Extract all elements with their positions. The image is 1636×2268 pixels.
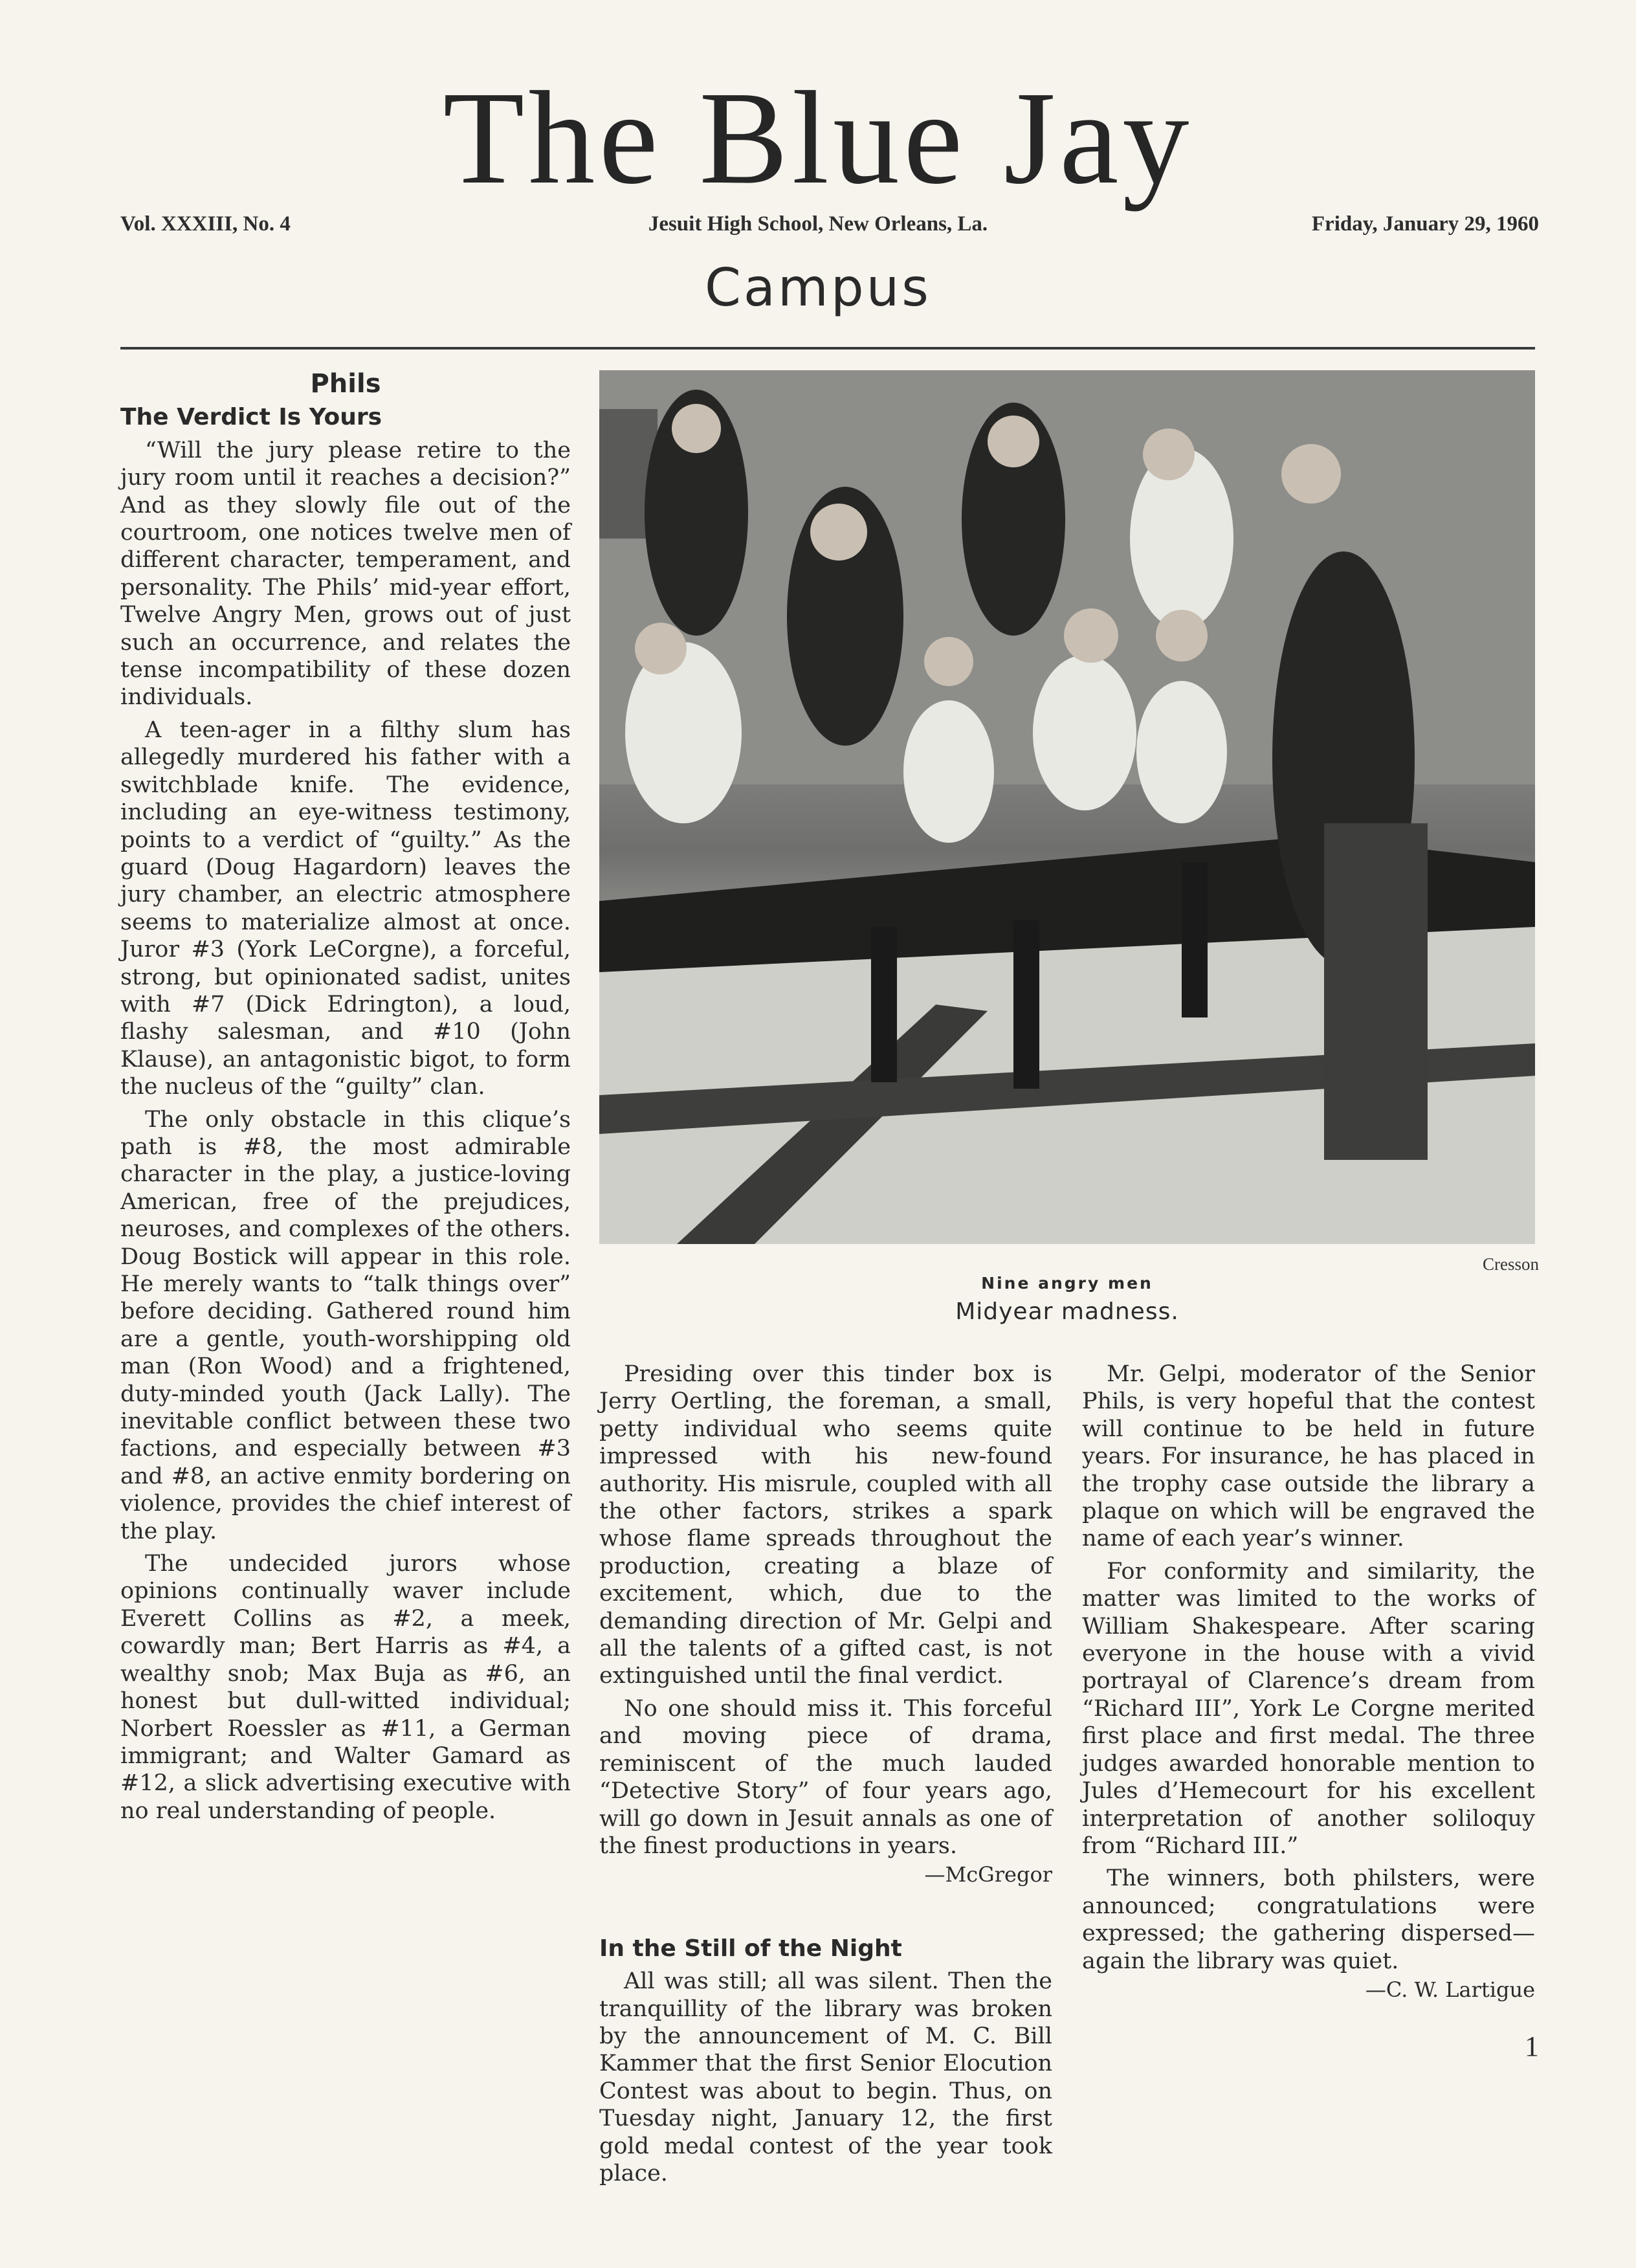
article-phils-column-1 xyxy=(120,370,571,1825)
article-paragraph: “Will the jury please retire to the jury room until it reaches a decision?” And as they slowly file out of the courtroom, one notices twelve men of different character, temperament, and personality. The Phils’ mid-year effort, Twelve Angry Men, grows out of just such an occurrence, and relates the tense incompatibility of these dozen individuals. xyxy=(120,437,571,711)
article-paragraph: The undecided jurors whose opinions continually waver include Everett Collins as #2, a meek, cowardly man; Bert Harris as #4, a wealthy snob; Max Buja as #6, an honest but dull-witted individual; Norbert Roessler as #11, a German immigrant; and Walter Gamard as #12, a slick advertising executive with no real understanding of people. xyxy=(120,1551,571,1824)
header-rule xyxy=(120,347,1535,350)
cast-photo xyxy=(599,370,1535,1244)
article-byline: —McGregor xyxy=(924,1862,1052,1887)
article-paragraph: A teen-ager in a filthy slum has allegedly murdered his father with a switchblade knife. The evidence, including an eye-witness testimony, points to a verdict of “guilty.” As the guard (Doug Hagardorn) leaves the jury chamber, an electric atmosphere seems to materialize almost at once. Juror #3 (York LeCorgne), a forceful, strong, but opinionated sadist, unites with #7 (Dick Edrington), a loud, flashy salesman, and #10 (John Klause), an antagonistic bigot, to form the nucleus of the “guilty” clan. xyxy=(120,717,571,1100)
article-paragraph: Presiding over this tinder box is Jerry Oertling, the foreman, a small, petty individual who seems quite impressed with his new-found authority. His misrule, coupled with all the other factors, strikes a spark whose flame spreads throughout the production, creating a blaze of excitement, which, due to the demanding direction of Mr. Gelpi and all the talents of a gifted cast, is not extinguished until the final verdict. xyxy=(599,1361,1052,1689)
page-number: 1 xyxy=(1525,2030,1539,2062)
article-headline: In the Still of the Night xyxy=(599,1935,902,1962)
article-byline: —C. W. Lartigue xyxy=(1365,1977,1535,2002)
photo-credit: Cresson xyxy=(1483,1254,1539,1274)
photo-caption-title: Nine angry men xyxy=(981,1274,1153,1293)
article-paragraph: The winners, both philsters, were announced; congratulations were expressed; the gathering dispersed—again the library was quiet. xyxy=(1082,1865,1535,1974)
article-paragraph: No one should miss it. This forceful and moving piece of drama, reminiscent of the much lauded “Detective Story” of four years ago, will go down in Jesuit annals as one of the finest productions in years. xyxy=(599,1695,1052,1859)
cast-photo-illustration xyxy=(599,370,1535,1244)
article-paragraph: For conformity and similarity, the matter was limited to the works of William Shakespeare. After scaring everyone in the house with a vivid portrayal of Clarence’s dream from “Richard III”, York Le Corgne merited first place and first medal. The three judges awarded honorable mention to Jules d’Hemecourt for his excellent interpretation of another soliloquy from “Richard III.” xyxy=(1082,1558,1535,1859)
section-title: Campus xyxy=(705,258,931,318)
article-paragraph: All was still; all was silent. Then the tranquillity of the library was broken by the announcement of M. C. Bill Kammer that the first Senior Elocution Contest was about to begin. Thus, on Tuesday night, January 12, the first gold medal contest of the year took place. xyxy=(599,1968,1052,2186)
school-name: Jesuit High School, New Orleans, La. xyxy=(648,212,988,236)
article-elocution-column-3 xyxy=(1082,1361,1535,2003)
article-paragraph: The only obstacle in this clique’s path is #8, the most admirable character in the play, a justice-loving American, free of the prejudices, neuroses, and complexes of the others. Doug Bostick will appear in this role. He merely wants to “talk things over” before deciding. Gathered round him are a gentle, youth-worshipping old man (Ron Wood) and a frightened, duty-minded youth (Jack Lally). The inevitable conflict between these two factions, and especially between #3 and #8, an active enmity bordering on violence, provides the chief interest of the play. xyxy=(120,1106,571,1544)
photo-caption-text: Midyear madness. xyxy=(955,1298,1179,1325)
volume-number: Vol. XXXIII, No. 4 xyxy=(120,212,291,236)
newspaper-title: The Blue Jay xyxy=(443,63,1193,212)
article-headline: The Verdict Is Yours xyxy=(120,404,382,431)
issue-date: Friday, January 29, 1960 xyxy=(1311,212,1539,236)
article-paragraph: Mr. Gelpi, moderator of the Senior Phils, is very hopeful that the contest will continue to be held in future years. For insurance, he has placed in the trophy case outside the library a plaque on which will be engraved the name of each year’s winner. xyxy=(1082,1361,1535,1552)
article-phils-column-2 xyxy=(599,1361,1052,2187)
article-kicker: Phils xyxy=(310,369,381,399)
